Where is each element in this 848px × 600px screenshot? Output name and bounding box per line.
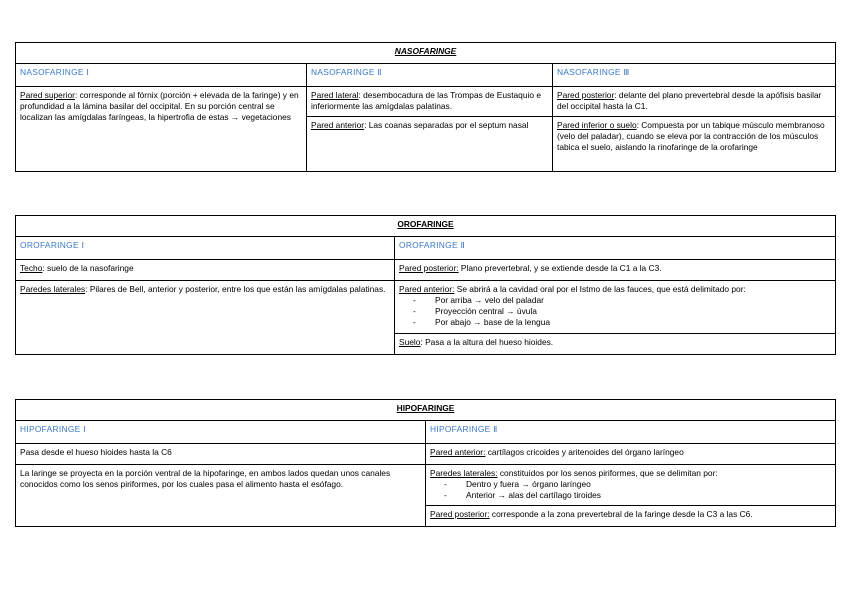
nasofaringe-title: NASOFARINGE — [16, 43, 836, 64]
nasofaringe-pared-inferior: Pared inferior o suelo: Compuesta por un tabique músculo membranoso (velo del paladar), cuando se eleva por la contracción de los músculos tabica el suelo, aislando la rinofaringe de la orofaringe — [553, 117, 836, 172]
nasofaringe-2-header: NASOFARINGE Ⅱ — [307, 64, 553, 87]
nasofaringe-3-header: NASOFARINGE Ⅲ — [553, 64, 836, 87]
nasofaringe-table — [15, 42, 836, 172]
nasofaringe-pared-anterior: Pared anterior: Las coanas separadas por el septum nasal — [307, 117, 553, 172]
nasofaringe-pared-lateral: Pared lateral: desembocadura de las Trompas de Eustaquio e inferiormente las amígdalas palatinas. — [307, 87, 553, 117]
orofaringe-table — [15, 215, 836, 355]
nasofaringe-1-header: NASOFARINGE Ⅰ — [16, 64, 307, 87]
list-item: - Por arriba → velo del paladar — [413, 295, 831, 306]
orofaringe-pared-anterior: Pared anterior: Se abrirá a la cavidad oral por el Istmo de las fauces, que está delimitado por: - Por arriba → velo del paladar - Proyección central → úvula - Por abajo → base de la lengua — [395, 281, 836, 334]
orofaringe-paredes-laterales: Paredes laterales: Pilares de Bell, anterior y posterior, entre los que están las amígdalas palatinas. — [16, 281, 395, 355]
nasofaringe-pared-superior: Pared superior: corresponde al fórnix (porción + elevada de la faringe) y en profundidad a la lámina basilar del occipital. En su porción central se localizan las amígdalas faríngeas, la hipertrofia de estas → vegetaciones — [16, 87, 307, 172]
orofaringe-techo: Techo: suelo de la nasofaringe — [16, 260, 395, 281]
list-item: - Proyección central → úvula — [413, 306, 831, 317]
orofaringe-suelo: Suelo: Pasa a la altura del hueso hioides. — [395, 334, 836, 355]
hipofaringe-table — [15, 399, 836, 527]
orofaringe-1-header: OROFARINGE Ⅰ — [16, 237, 395, 260]
hipofaringe-paredes-laterales: Paredes laterales: constituidos por los senos piriformes, que se delimitan por: - Dentro y fuera → órgano laríngeo - Anterior → alas del cartílago tiroides — [426, 465, 836, 506]
orofaringe-2-header: OROFARINGE Ⅱ — [395, 237, 836, 260]
orofaringe-pared-posterior: Pared posterior: Plano prevertebral, y se extiende desde la C1 a la C3. — [395, 260, 836, 281]
hipofaringe-2-header: HIPOFARINGE Ⅱ — [426, 421, 836, 444]
hipofaringe-1-header: HIPOFARINGE Ⅰ — [16, 421, 426, 444]
list-item: - Anterior → alas del cartílago tiroides — [444, 490, 831, 501]
hipofaringe-extension: Pasa desde el hueso hioides hasta la C6 — [16, 444, 426, 465]
hipofaringe-pared-anterior: Pared anterior: cartílagos cricoides y aritenoides del órgano laríngeo — [426, 444, 836, 465]
list-item: - Por abajo → base de la lengua — [413, 317, 831, 328]
hipofaringe-title: HIPOFARINGE — [16, 400, 836, 421]
hipofaringe-laringe: La laringe se proyecta en la porción ventral de la hipofaringe, en ambos lados quedan unos canales conocidos como los senos piriformes, por los cuales pasa el alimento hasta el esófago. — [16, 465, 426, 527]
list-item: - Dentro y fuera → órgano laríngeo — [444, 479, 831, 490]
nasofaringe-pared-posterior: Pared posterior: delante del plano prevertebral desde la apófisis basilar del occipital hasta la C1. — [553, 87, 836, 117]
hipofaringe-pared-posterior: Pared posterior: corresponde a la zona prevertebral de la faringe desde la C3 a las C6. — [426, 506, 836, 527]
orofaringe-title: OROFARINGE — [16, 216, 836, 237]
